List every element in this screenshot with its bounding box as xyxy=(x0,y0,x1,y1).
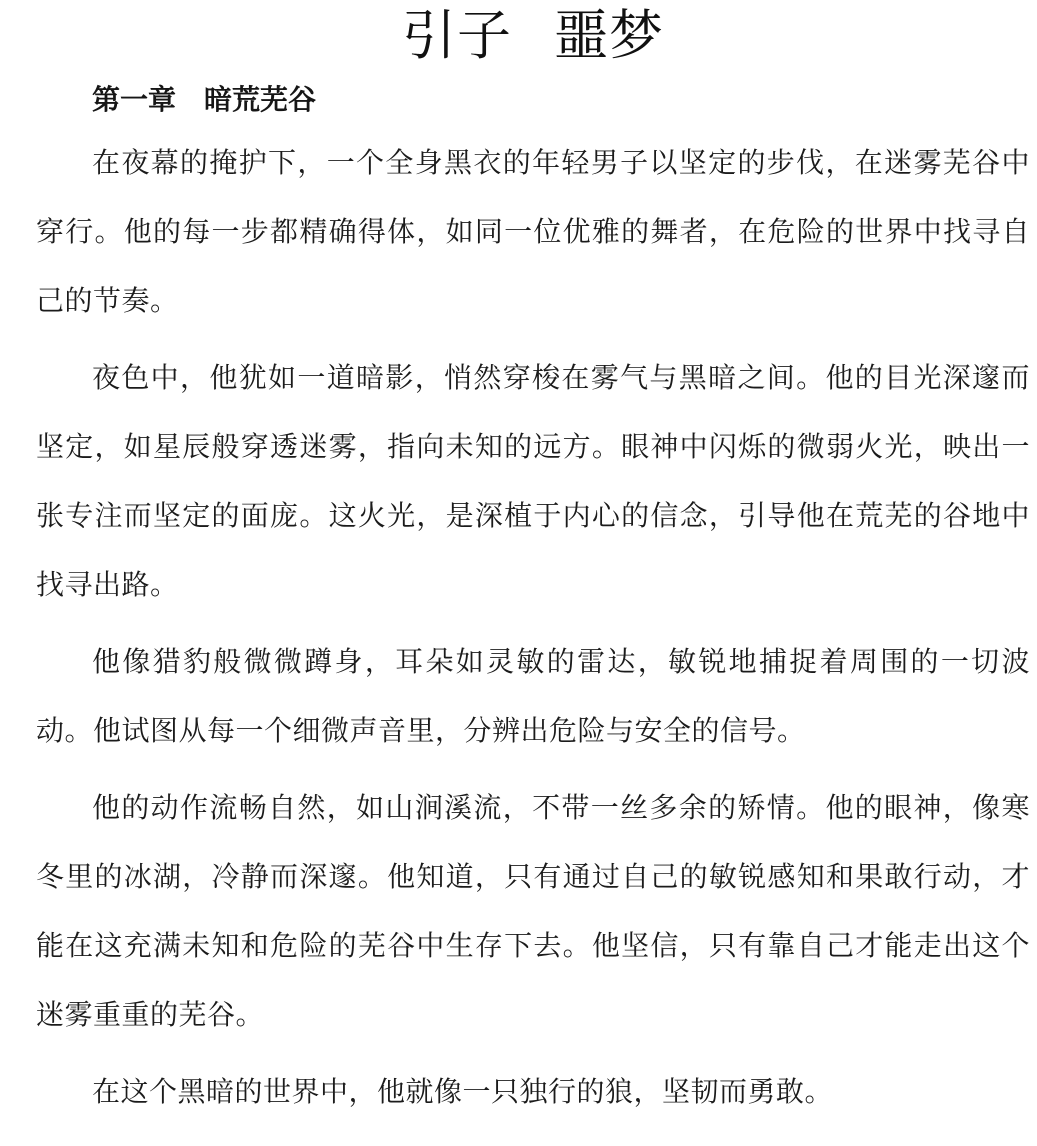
paragraph: 他像猎豹般微微蹲身，耳朵如灵敏的雷达，敏锐地捕捉着周围的一切波动。他试图从每一个细微声音里，分辨出危险与安全的信号。 xyxy=(36,646,1030,746)
chapter-heading: 第一章 暗荒芜谷 xyxy=(92,84,317,115)
page-title: 引子 噩梦 xyxy=(401,6,664,66)
paragraph: 夜色中，他犹如一道暗影，悄然穿梭在雾气与黑暗之间。他的目光深邃而坚定，如星辰般穿透迷雾，指向未知的远方。眼神中闪烁的微弱火光，映出一张专注而坚定的面庞。这火光，是深植于内心的信念，引导他在荒芜的谷地中找寻出路。 xyxy=(36,362,1030,600)
paragraph: 在夜幕的掩护下，一个全身黑衣的年轻男子以坚定的步伐，在迷雾芜谷中穿行。他的每一步都精确得体，如同一位优雅的舞者，在危险的世界中找寻自己的节奏。 xyxy=(36,147,1030,316)
paragraph: 在这个黑暗的世界中，他就像一只独行的狼，坚韧而勇敢。 xyxy=(92,1076,834,1107)
paragraph: 他的动作流畅自然，如山涧溪流，不带一丝多余的矫情。他的眼神，像寒冬里的冰湖，冷静而深邃。他知道，只有通过自己的敏锐感知和果敢行动，才能在这充满未知和危险的芜谷中生存下去。他坚信，只有靠自己才能走出这个迷雾重重的芜谷。 xyxy=(36,792,1030,1030)
